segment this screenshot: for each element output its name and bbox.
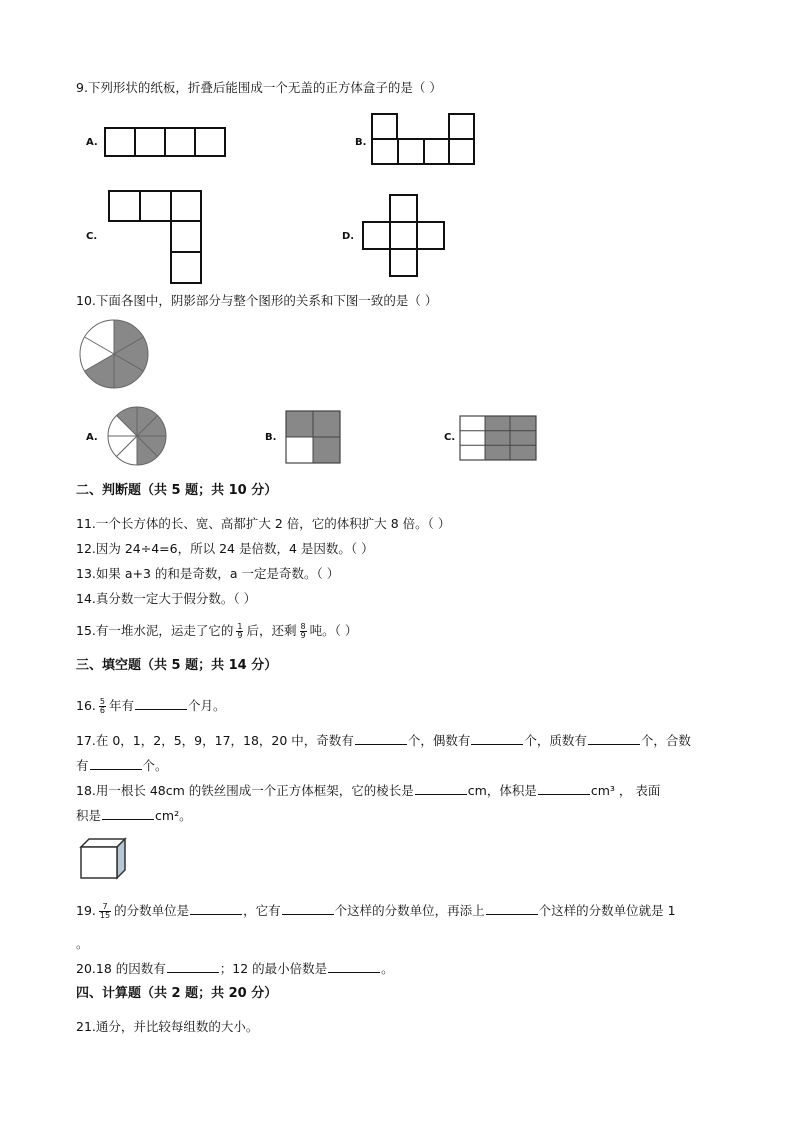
question-19-end: 。 — [76, 936, 89, 951]
net-b — [371, 113, 477, 167]
net-a — [104, 127, 228, 159]
answer-blank[interactable] — [588, 732, 640, 745]
question-16: 16. $\frac{5}{6}$ 年有 个月。 — [76, 697, 226, 715]
fraction: $\frac{1}{9}$ — [237, 622, 243, 640]
answer-blank[interactable] — [190, 902, 242, 915]
net-c — [108, 190, 204, 286]
answer-blank[interactable] — [167, 960, 219, 973]
option-a-label: A. — [86, 137, 98, 148]
question-12: 12.因为 24÷4=6，所以 24 是倍数，4 是因数。（ ） — [76, 541, 374, 556]
option-d-label: D. — [342, 231, 355, 242]
question-17: 17.在 0，1，2，5，9，17，18，20 中，奇数有 个，偶数有 个，质数有 个，合数 — [76, 733, 691, 748]
answer-blank[interactable] — [538, 782, 590, 795]
question-14: 14.真分数一定大于假分数。（ ） — [76, 591, 257, 606]
grid-c — [459, 415, 539, 463]
fraction: $\frac{7}{15}$ — [99, 902, 111, 920]
pie-a — [106, 405, 168, 467]
answer-blank[interactable] — [135, 697, 187, 710]
reference-pie — [78, 318, 150, 390]
question-11: 11.一个长方体的长、宽、高都扩大 2 倍，它的体积扩大 8 倍。（ ） — [76, 516, 451, 531]
fraction: $\frac{8}{9}$ — [300, 622, 306, 640]
section-3-heading: 三、填空题（共 5 题；共 14 分） — [76, 658, 278, 673]
answer-blank[interactable] — [102, 807, 154, 820]
section-2-heading: 二、判断题（共 5 题；共 10 分） — [76, 483, 278, 498]
question-13: 13.如果 a+3 的和是奇数，a 一定是奇数。（ ） — [76, 566, 340, 581]
answer-blank[interactable] — [471, 732, 523, 745]
section-4-heading: 四、计算题（共 2 题；共 20 分） — [76, 986, 278, 1001]
answer-blank[interactable] — [328, 960, 380, 973]
square-b — [285, 410, 343, 466]
fraction: $\frac{5}{6}$ — [99, 697, 105, 715]
question-21: 21.通分，并比较每组数的大小。 — [76, 1019, 259, 1034]
question-15: 15.有一堆水泥，运走了它的 $\frac{1}{9}$ 后，还剩 $\frac{8}{9}$ 吨。（ ） — [76, 622, 358, 640]
option-c-label: C. — [444, 432, 456, 443]
cube-picture — [80, 838, 128, 880]
option-a-label: A. — [86, 432, 98, 443]
question-18-cont: 积是 cm²。 — [76, 808, 192, 823]
answer-blank[interactable] — [282, 902, 334, 915]
answer-blank[interactable] — [355, 732, 407, 745]
net-d — [362, 194, 446, 278]
question-9: 9.下列形状的纸板，折叠后能围成一个无盖的正方体盒子的是（ ） — [76, 80, 442, 95]
answer-blank[interactable] — [415, 782, 467, 795]
question-20: 20.18 的因数有 ；12 的最小倍数是 。 — [76, 961, 394, 976]
question-17-cont: 有 个。 — [76, 758, 168, 773]
question-19: 19. $\frac{7}{15}$ 的分数单位是 ，它有 个这样的分数单位，再添上 个这样的分数单位就是 1 — [76, 902, 676, 920]
answer-blank[interactable] — [486, 902, 538, 915]
option-c-label: C. — [86, 231, 98, 242]
question-18: 18.用一根长 48cm 的铁丝围成一个正方体框架，它的棱长是 cm，体积是 cm³ ， 表面 — [76, 783, 661, 798]
answer-blank[interactable] — [90, 757, 142, 770]
question-10: 10.下面各图中，阴影部分与整个图形的关系和下图一致的是（ ） — [76, 293, 438, 308]
option-b-label: B. — [265, 432, 277, 443]
option-b-label: B. — [355, 137, 367, 148]
